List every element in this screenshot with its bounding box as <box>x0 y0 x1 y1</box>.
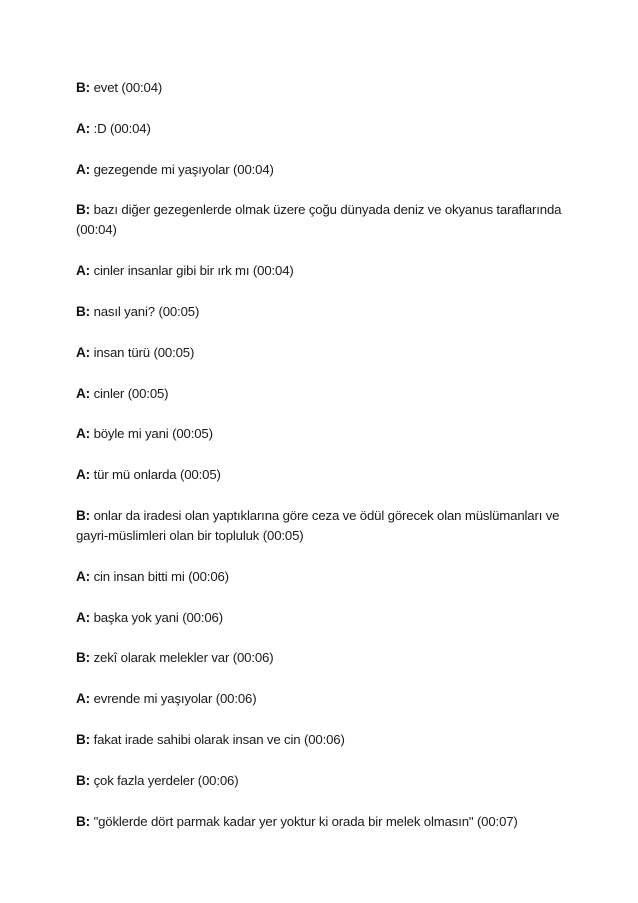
speaker-label: B: <box>76 650 91 666</box>
chat-line <box>76 689 576 709</box>
message-text: evrende mi yaşıyolar (00:06) <box>93 691 257 707</box>
message-text: gezegende mi yaşıyolar (00:04) <box>93 161 274 177</box>
chat-line <box>76 506 576 546</box>
message-text: cin insan bitti mi (00:06) <box>93 568 229 584</box>
message-text: onlar da iradesi olan yaptıklarına göre ceza ve ödül görecek olan müslümanları ve gayri-müslimleri olan bir topluluk (00:05) <box>76 507 560 543</box>
message-text: zekî olarak melekler var (00:06) <box>93 650 274 666</box>
chat-line <box>76 771 576 791</box>
chat-line <box>76 78 576 98</box>
speaker-label: B: <box>76 507 91 523</box>
speaker-label: A: <box>76 120 91 136</box>
message-text: insan türü (00:05) <box>93 344 195 360</box>
chat-line <box>76 160 576 180</box>
speaker-label: B: <box>76 772 91 788</box>
speaker-label: A: <box>76 344 91 360</box>
chat-line <box>76 648 576 668</box>
speaker-label: B: <box>76 813 91 829</box>
message-text: cinler (00:05) <box>93 385 169 401</box>
chat-line <box>76 567 576 587</box>
chat-line <box>76 730 576 750</box>
speaker-label: A: <box>76 691 91 707</box>
chat-line <box>76 302 576 322</box>
chat-line <box>76 200 576 240</box>
chat-line <box>76 608 576 628</box>
chat-line <box>76 343 576 363</box>
message-text: :D (00:04) <box>93 120 151 136</box>
chat-line <box>76 812 576 832</box>
message-text: başka yok yani (00:06) <box>93 609 223 625</box>
speaker-label: A: <box>76 385 91 401</box>
message-text: bazı diğer gezegenlerde olmak üzere çoğu dünyada deniz ve okyanus taraflarında (00:04) <box>76 202 562 238</box>
speaker-label: A: <box>76 263 91 279</box>
message-text: fakat irade sahibi olarak insan ve cin (00:06) <box>93 731 345 747</box>
speaker-label: A: <box>76 467 91 483</box>
speaker-label: B: <box>76 303 91 319</box>
speaker-label: B: <box>76 202 91 218</box>
chat-line <box>76 465 576 485</box>
chat-line <box>76 384 576 404</box>
speaker-label: A: <box>76 426 91 442</box>
message-text: nasıl yani? (00:05) <box>93 303 200 319</box>
speaker-label: B: <box>76 80 91 95</box>
speaker-label: A: <box>76 609 91 625</box>
speaker-label: B: <box>76 731 91 747</box>
transcript-page <box>76 78 576 852</box>
chat-line <box>76 261 576 281</box>
message-text: çok fazla yerdeler (00:06) <box>93 772 239 788</box>
message-text: "göklerde dört parmak kadar yer yoktur ki orada bir melek olmasın" (00:07) <box>93 813 518 829</box>
message-text: evet (00:04) <box>93 80 163 95</box>
chat-line <box>76 119 576 139</box>
speaker-label: A: <box>76 568 91 584</box>
speaker-label: A: <box>76 161 91 177</box>
chat-line <box>76 424 576 444</box>
message-text: tür mü onlarda (00:05) <box>93 467 221 483</box>
message-text: cinler insanlar gibi bir ırk mı (00:04) <box>93 263 294 279</box>
message-text: böyle mi yani (00:05) <box>93 426 213 442</box>
